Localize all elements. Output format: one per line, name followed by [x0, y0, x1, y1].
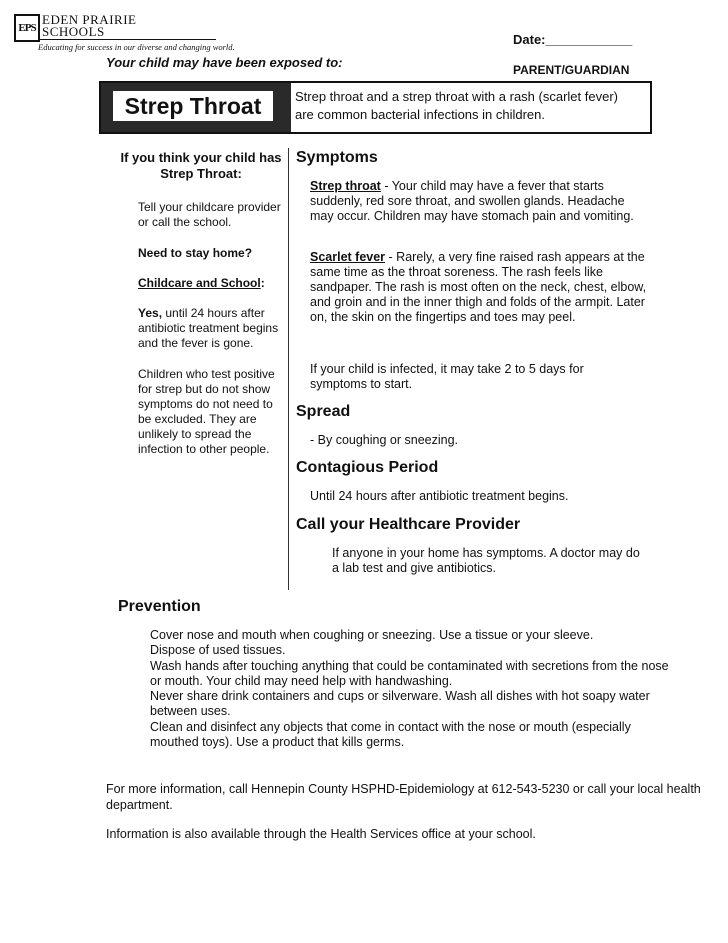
info-health-services: Information is also available through the Health Services office at your school. — [106, 827, 536, 841]
date-field: Date:____________ — [513, 32, 633, 47]
strep-symptoms — [310, 179, 645, 224]
left-question: If you think your child has Strep Throat: — [120, 150, 282, 181]
logo-tagline: Educating for success in our diverse and changing world. — [38, 42, 235, 52]
prevention-item: Dispose of used tissues. — [150, 643, 286, 658]
contagious-heading: Contagious Period — [296, 459, 439, 476]
strep-term: Strep throat — [310, 179, 381, 193]
page-title: Strep Throat — [113, 91, 273, 121]
logo-mark: EPS — [14, 14, 40, 42]
logo-rule — [38, 39, 216, 40]
left-column — [116, 150, 286, 457]
childcare-label: Childcare and School — [138, 276, 261, 290]
prevention-item: Wash hands after touching anything that could be contaminated with secretions from the nose or mouth. Your child may need help with handwashing. — [150, 658, 669, 688]
yes-label: Yes, — [138, 306, 163, 320]
logo-line-1: EDEN PRAIRIE — [42, 12, 137, 27]
tell-provider-text: Tell your childcare provider or call the school. — [138, 200, 281, 229]
scarlet-symptoms — [310, 250, 648, 325]
header-box — [99, 81, 652, 134]
prevention-item: Never share drink containers and cups or silverware. Wash all dishes with hot soapy water between uses. — [150, 689, 650, 719]
parent-label: PARENT/GUARDIAN — [513, 63, 630, 77]
logo-line-2: SCHOOLS — [42, 24, 105, 39]
prevention-list — [150, 628, 670, 750]
childcare-colon: : — [260, 276, 265, 290]
provider-text: If anyone in your home has symptoms. A doctor may do a lab test and give antibiotics. — [332, 546, 640, 575]
strep-description: - Your child may have a fever that starts suddenly, red sore throat, and swollen glands. Headache may occur. Children may have stomach pain and vomiting. — [310, 179, 634, 223]
children-note: Children who test positive for strep but do not show symptoms do not need to be excluded. They are unlikely to spread the infection to other people. — [138, 367, 275, 456]
prevention-heading: Prevention — [118, 598, 201, 615]
header-description: Strep throat and a strep throat with a rash (scarlet fever) are common bacterial infections in children. — [295, 89, 618, 122]
provider-heading: Call your Healthcare Provider — [296, 516, 521, 533]
childcare-label-line — [116, 276, 286, 291]
scarlet-description: - Rarely, a very fine raised rash appears at the same time as the throat soreness. The rash feels like sandpaper. The rash is most often on the neck, chest, elbow, and groin and in the inner thigh and folds of the armpit. Later on, the skin on the fingertips and toes may peel. — [310, 250, 647, 324]
yes-detail: until 24 hours after antibiotic treatment begins and the fever is gone. — [138, 306, 279, 350]
spread-text: - By coughing or sneezing. — [310, 433, 459, 447]
scarlet-term: Scarlet fever — [310, 250, 386, 264]
info-hennepin: For more information, call Hennepin County HSPHD-Epidemiology at 612-543-5230 or call your local health department. — [106, 782, 701, 812]
column-divider — [288, 148, 289, 590]
school-logo — [14, 12, 235, 54]
symptoms-heading: Symptoms — [296, 149, 378, 166]
prevention-item: Clean and disinfect any objects that come in contact with the nose or mouth (especially mouthed toys). Use a product that kills germs. — [150, 719, 631, 750]
stay-home-question: Need to stay home? — [138, 246, 253, 260]
incubation-text: If your child is infected, it may take 2 to 5 days for symptoms to start. — [310, 362, 584, 391]
prevention-item: Cover nose and mouth when coughing or sneezing. Use a tissue or your sleeve. — [150, 628, 594, 642]
exposed-text: Your child may have been exposed to: — [106, 55, 343, 70]
logo-name — [42, 14, 136, 38]
title-panel — [101, 83, 291, 132]
contagious-text: Until 24 hours after antibiotic treatment begins. — [310, 489, 569, 503]
yes-text — [116, 306, 286, 351]
spread-heading: Spread — [296, 403, 351, 420]
